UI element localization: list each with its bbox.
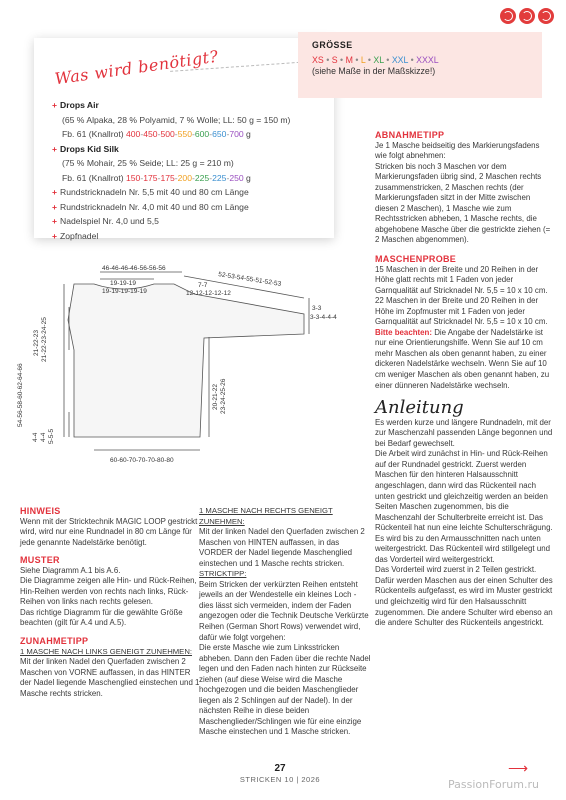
materials-list: [52, 98, 342, 243]
yarn-ball-icon: [500, 8, 516, 24]
air-amounts: Fb. 61 (Knallrot) 400-450-500-550-600-650-700 g: [62, 129, 251, 139]
size-note: (siehe Maße in der Maßskizze!): [312, 66, 436, 76]
colored-value: 250: [229, 172, 244, 183]
zunahme-heading: ZUNAHMETIPP: [20, 636, 89, 647]
sweater-schematic: [4, 262, 374, 492]
maschenprobe-heading: MASCHENPROBE: [375, 254, 457, 265]
colored-value: 225: [212, 172, 227, 183]
muster-text: Siehe Diagramm A.1 bis A.6. Die Diagramme zeigen alle Hin- und Rück-Reihen, Hin-Reihen werden von rechts nach links, Rück-Reihen von links nach rechts gelesen. Das richtige Diagramm für die gewählte Größe beachten (gilt für A.4 und A.5).: [20, 565, 197, 628]
maschenprobe-text: 15 Maschen in der Breite und 20 Reihen in der Höhe glatt rechts mit 1 Faden von jeder Garnqualität auf Stricknadel Nr. 5,5 = 10 x 10 cm. 22 Maschen in der Breite und 20 Reihen in der Höhe im Zopfmuster mit 1 Faden von jeder Garnqualität auf Stricknadel Nr. 5,5 = 10 x 10 cm.: [375, 264, 548, 327]
colored-value: XL: [373, 55, 384, 65]
arrow-right-icon: ⟶: [508, 760, 529, 776]
yarn-drops-air: Drops Air: [60, 100, 99, 110]
dim-cuff-a: 3-3: [312, 305, 322, 312]
colored-value: XXXL: [416, 55, 439, 65]
dim-bottom-width: 60-60-70-70-70-80-80: [110, 457, 174, 464]
issue-label: STRICKEN 10 | 2026: [239, 775, 321, 784]
yarn-ball-icon: [519, 8, 535, 24]
colored-value: 600: [194, 129, 210, 139]
abnahme-heading: ABNAHMETIPP: [375, 130, 445, 140]
colored-value: XXL: [391, 55, 409, 65]
size-heading: GRÖSSE: [312, 40, 353, 50]
plus-icon: +: [52, 143, 58, 154]
zunahme-right-subheading: 1 MASCHE NACH RECHTS GENEIGT ZUNEHMEN:: [199, 506, 333, 526]
dim-rib-b: 4-4: [40, 432, 47, 442]
yarn-ball-icon: [538, 8, 554, 24]
material-item: Rundstricknadeln Nr. 5,5 mit 40 und 80 cm Länge: [60, 187, 249, 197]
dim-armhole-b: 21-22-23-24-25: [41, 317, 48, 362]
plus-icon: +: [52, 230, 58, 241]
plus-icon: +: [52, 187, 58, 197]
stricktipp-text: Beim Stricken der verkürzten Reihen entsteht jeweils an der Wendestelle ein kleines Loch - dies lässt sich vermeiden, indem der Faden angezogen oder die Technik Deutsche Verkürzte Reihen (German Short Rows) verwendet wird, dafür wie folgt vorgehen: Die erste Masche wie zum Linksstricken abheben. Dann den Faden über die rechte Nadel legen und den Faden nach hinten zur Rückseite ziehen (auf diese Weise wird die Masche hochgezogen und die beiden Maschenglieder liegen als 2 Schlingen auf der Nadel). In der nächsten Reihe in diese beiden Maschenglieder/Schlingen wie für eine einzige Masche einstechen und 1 Masche stricken.: [199, 579, 371, 737]
dim-cuff-b: 3-3-4-4-4: [310, 314, 337, 321]
page-number: 27: [274, 763, 286, 774]
size-box: [298, 32, 542, 98]
colored-value: M: [345, 55, 353, 65]
colored-value: 200: [177, 172, 192, 183]
colored-value: 700: [229, 129, 244, 139]
yarn-balls: [500, 8, 554, 24]
material-item: Zopfnadel: [60, 230, 99, 241]
dim-rib-c: 5-5-5: [48, 428, 55, 444]
colored-value: 225: [194, 172, 210, 183]
dim-sleeve-a: 20-21-22: [212, 383, 219, 410]
colored-value: 550: [177, 129, 192, 139]
dim-rib-a: 4-4: [32, 432, 39, 442]
zunahme-text: Mit der linken Nadel den Querfaden zwischen 2 Maschen von VORNE auffassen, in das HINTER der Nadel liegende Maschenglied einstechen und 1 Masche rechts stricken.: [20, 657, 200, 698]
colored-value: S: [331, 55, 338, 65]
colored-value: 650: [212, 129, 227, 139]
middle-column: [199, 506, 371, 738]
bitte-text: Die Angabe der Nadelstärke ist nur eine Orientierungshilfe. Wenn Sie auf 10 cm mehr Maschen als oben genannt haben, zu einer dickeren Nadelstärke wechseln. Wenn Sie auf 10 cm weniger Maschen als oben genannt haben, zu einer dünneren Nadelstärke wechseln.: [375, 327, 550, 390]
plus-icon: +: [52, 216, 58, 226]
dim-neck-width: 19-19-19: [110, 280, 137, 287]
hinweis-heading: HINWEIS: [20, 506, 61, 516]
colored-value: 150: [126, 172, 141, 183]
hinweis-text: Wenn mit der Stricktechnik MAGIC LOOP gestrickt wird, wird nur eine Rundnadel in 80 cm Länge für jede genannte Nadelstärke benötigt.: [20, 516, 198, 547]
colored-value: 400: [126, 129, 141, 139]
dim-shoulder-a: 7-7: [198, 282, 208, 289]
muster-heading: MUSTER: [20, 555, 60, 566]
colored-value: 175: [160, 172, 175, 183]
abnahme-text: Je 1 Masche beidseitig des Markierungsfadens wie folgt abnehmen: Stricken bis noch 3 Maschen vor dem Markierungsfaden übrig sind, 2 Maschen rechts zusammenstricken, 2 Maschen rechts (der Markierungsfaden sitzt in der Mitte zwischen diesen 2 Maschen), 1 Masche wie zum Rechtsstricken abheben, 1 Masche rechts, die abgehobene Masche über die gestrickte ziehen (= 2 Maschen abgenommen).: [375, 140, 551, 245]
kid-amounts: Fb. 61 (Knallrot) 150-175-175-200-225-225-250 g: [62, 172, 251, 183]
left-column: [20, 506, 200, 699]
anleitung-text: Es werden kurze und längere Rundnadeln, mit der zur Maschenzahl passenden Länge begonnen und bei Bedarf gewechselt. Die Arbeit wird zunächst in Hin- und Rück-Reihen auf der Rundnadel gestrickt. Zuerst werden Maschen für den hinteren Halsausschnitt angeschlagen, dann wird das Rückenteil nach unten gestrickt und gleichzeitig werden an beiden Seiten Maschen zugenommen, bis die Maschenzahl der Schulterbreite erreicht ist. Das Rückenteil hat nun eine leichte Schulterschrägung. Es wird bis zu den Armausschnitten nach unten weitergestrickt. Das Rückenteil wird stillgelegt und das Vorderteil wird weitergestrickt. Das Vorderteil wird zuerst in 2 Teilen gestrickt. Dafür werden Maschen aus der einen Schulter des Rückenteils aufgefasst, es wird im Muster gestrickt und gleichzeitig wird für den Halsausschnitt zugenommen. Die andere Schulter wird ebenso an die andere Schulter des Rückenteils angestrickt.: [375, 417, 553, 628]
air-composition: (65 % Alpaka, 28 % Polyamid, 7 % Wolle; LL: 50 g = 150 m): [62, 114, 291, 125]
size-list: XS • S • M • L • XL • XXL • XXXL: [312, 55, 439, 65]
right-column: [375, 130, 553, 629]
colored-value: 500: [160, 129, 175, 139]
stricktipp-subheading: STRICKTIPP:: [199, 569, 247, 579]
dim-armhole-a: 21-22-23: [33, 329, 40, 356]
kid-composition: (75 % Mohair, 25 % Seide; LL: 25 g = 210 m): [62, 158, 234, 168]
dim-shoulder-b: 12-12-12-12-12: [186, 290, 231, 297]
dim-top-width: 46-46-46-46-56-56-56: [102, 265, 166, 272]
anleitung-heading: Anleitung: [375, 397, 464, 419]
colored-value: 175: [143, 172, 158, 183]
material-item: Rundstricknadeln Nr. 4,0 mit 40 und 80 cm Länge: [60, 201, 249, 212]
plus-icon: +: [52, 201, 58, 212]
bitte-lead: Bitte beachten:: [375, 327, 432, 337]
zunahme-subheading: 1 MASCHE NACH LINKS GENEIGT ZUNEHMEN:: [20, 646, 193, 656]
colored-value: 450: [143, 129, 158, 139]
colored-value: XS: [312, 55, 324, 65]
watermark: PassionForum.ru: [448, 778, 539, 791]
colored-value: L: [360, 55, 366, 65]
plus-icon: +: [52, 100, 58, 110]
dim-left-height: 54-56-58-60-62-64-66: [17, 363, 24, 427]
zunahme-right-text: Mit der linken Nadel den Querfaden zwischen 2 Maschen von HINTEN auffassen, in das VORDER der Nadel liegende Maschenglied einstechen und 1 Masche rechts stricken.: [199, 527, 365, 568]
yarn-drops-kid-silk: Drops Kid Silk: [60, 143, 119, 154]
card-title: Was wird benötigt?: [53, 46, 220, 89]
material-item: Nadelspiel Nr. 4,0 und 5,5: [60, 216, 159, 226]
dim-shoulder-top: 52-53-54-55-51-52-53: [217, 271, 282, 288]
dim-sleeve-b: 23-24-25-26: [220, 378, 227, 414]
dim-neck-width-2: 19-19-19-19-19: [102, 288, 147, 295]
